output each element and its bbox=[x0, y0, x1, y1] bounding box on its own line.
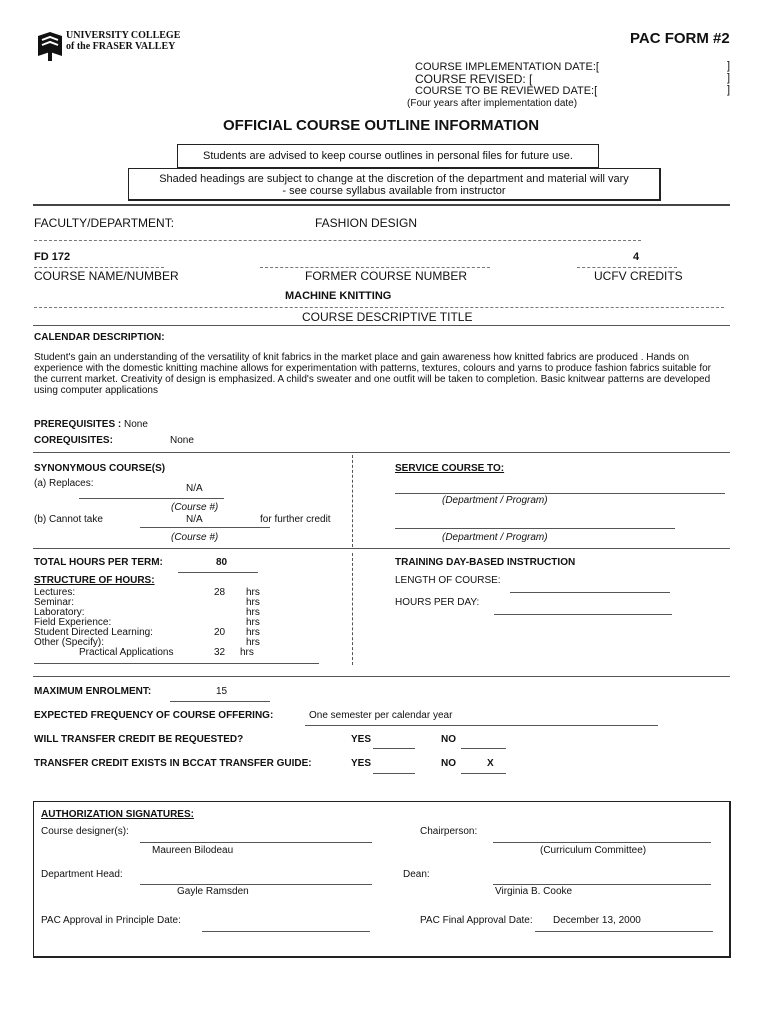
total-hours-line bbox=[178, 572, 258, 573]
column-divider bbox=[352, 553, 353, 665]
calendar-line-4: using computer applications bbox=[34, 385, 158, 396]
hours-row-label: Seminar: bbox=[34, 597, 75, 608]
enrolment-label: MAXIMUM ENROLMENT: bbox=[34, 686, 152, 697]
hours-row-unit: hrs bbox=[246, 587, 260, 598]
chair-label: Chairperson: bbox=[420, 826, 478, 837]
coreq-label: COREQUISITES: bbox=[34, 435, 113, 446]
page-title: OFFICIAL COURSE OUTLINE INFORMATION bbox=[223, 117, 540, 134]
hours-row-unit: hrs bbox=[246, 617, 260, 628]
hours-row-value: 32 bbox=[214, 647, 226, 658]
transfer-request-yes-line bbox=[373, 748, 415, 749]
coreq-value: None bbox=[170, 435, 194, 446]
dean-name: Virginia B. Cooke bbox=[495, 886, 573, 897]
further-credit-label: for further credit bbox=[260, 514, 331, 525]
transfer-request-no-line bbox=[461, 748, 506, 749]
hours-row-label: Practical Applications bbox=[79, 647, 174, 658]
transfer-request-yes: YES bbox=[351, 734, 372, 745]
hours-row-label: Field Experience: bbox=[34, 617, 112, 628]
cannot-take-label: (b) Cannot take bbox=[34, 514, 103, 525]
total-hours-label: TOTAL HOURS PER TERM: bbox=[34, 557, 163, 568]
pac-final-line bbox=[535, 931, 713, 932]
pac-final-value: December 13, 2000 bbox=[553, 915, 641, 926]
former-number-label: FORMER COURSE NUMBER bbox=[305, 269, 468, 283]
transfer-request-no: NO bbox=[441, 734, 456, 745]
shaded-text-1: Shaded headings are subject to change at the discretion of the department and material will vary bbox=[159, 173, 629, 185]
frequency-label: EXPECTED FREQUENCY OF COURSE OFFERING: bbox=[34, 710, 274, 721]
advice-box bbox=[177, 144, 599, 169]
shaded-text-2: - see course syllabus available from instructor bbox=[282, 185, 506, 197]
prereq-value: None bbox=[124, 419, 148, 430]
faculty-value: FASHION DESIGN bbox=[315, 216, 418, 230]
credits-line bbox=[577, 267, 677, 268]
training-label: TRAINING DAY-BASED INSTRUCTION bbox=[395, 557, 576, 568]
replaces-label: (a) Replaces: bbox=[34, 478, 94, 489]
hours-row-unit: hrs bbox=[246, 607, 260, 618]
structure-label: STRUCTURE OF HOURS: bbox=[34, 575, 155, 586]
designer-line bbox=[140, 842, 372, 843]
pac-final-label: PAC Final Approval Date: bbox=[420, 915, 533, 926]
divider bbox=[33, 548, 730, 549]
synonymous-label: SYNONYMOUS COURSE(S) bbox=[34, 463, 166, 474]
authorization-box bbox=[33, 801, 731, 958]
dept-head-label: Department Head: bbox=[41, 869, 123, 880]
form-id: PAC FORM #2 bbox=[630, 30, 730, 47]
dept-head-line bbox=[140, 884, 372, 885]
authorization-label: AUTHORIZATION SIGNATURES: bbox=[41, 809, 194, 820]
course-number-line bbox=[34, 267, 164, 268]
designer-label: Course designer(s): bbox=[41, 826, 129, 837]
frequency-value: One semester per calendar year bbox=[309, 710, 453, 721]
hours-row-label: Other (Specify): bbox=[34, 637, 105, 648]
transfer-exists-mark: X bbox=[487, 758, 494, 769]
advice-text: Students are advised to keep course outlines in personal files for future use. bbox=[203, 150, 573, 162]
date-bracket: ] ] ] bbox=[727, 60, 731, 96]
divider bbox=[33, 676, 730, 677]
prereq-label: PREREQUISITES : bbox=[34, 419, 122, 430]
pac-principle-label: PAC Approval in Principle Date: bbox=[41, 915, 181, 926]
pac-principle-line bbox=[202, 931, 370, 932]
faculty-line bbox=[34, 240, 641, 241]
cannot-take-course-note: (Course #) bbox=[171, 532, 219, 543]
designer-name: Maureen Bilodeau bbox=[152, 845, 234, 856]
replaces-line bbox=[79, 498, 224, 499]
implementation-date: COURSE IMPLEMENTATION DATE:[ bbox=[415, 61, 599, 73]
chair-line bbox=[493, 842, 711, 843]
calendar-line-1: Student's gain an understanding of the versatility of knit fabrics in the market place and gain awareness how knitted fabrics are produced . Hands on bbox=[34, 352, 690, 363]
faculty-label: FACULTY/DEPARTMENT: bbox=[34, 216, 175, 230]
review-date-note: (Four years after implementation date) bbox=[407, 98, 578, 109]
service-line-2 bbox=[395, 528, 675, 529]
shaded-box bbox=[128, 168, 661, 201]
review-date: COURSE TO BE REVIEWED DATE:[ bbox=[415, 85, 598, 97]
calendar-line-2: experience with the domestic knitting machine allows for experimentation with patterns, textures, colours and yarns to produce fashion fabrics suitable for bbox=[34, 363, 712, 374]
replaces-course-note: (Course #) bbox=[171, 502, 219, 513]
hours-row-label: Laboratory: bbox=[34, 607, 85, 618]
hours-row-unit: hrs bbox=[246, 637, 260, 648]
course-name-label: COURSE NAME/NUMBER bbox=[34, 269, 179, 283]
hours-row-unit: hrs bbox=[240, 647, 254, 658]
transfer-exists-label: TRANSFER CREDIT EXISTS IN BCCAT TRANSFER GUIDE: bbox=[34, 758, 312, 769]
transfer-exists-yes: YES bbox=[351, 758, 372, 769]
length-line bbox=[510, 592, 670, 593]
calendar-label: CALENDAR DESCRIPTION: bbox=[34, 332, 165, 343]
hours-row-label: Lectures: bbox=[34, 587, 76, 598]
column-divider bbox=[352, 455, 353, 547]
hours-row-unit: hrs bbox=[246, 627, 260, 638]
chair-name: (Curriculum Committee) bbox=[540, 845, 647, 856]
hours-row-label: Student Directed Learning: bbox=[34, 627, 153, 638]
hours-line bbox=[34, 663, 319, 664]
transfer-request-label: WILL TRANSFER CREDIT BE REQUESTED? bbox=[34, 734, 244, 745]
credits-label: UCFV CREDITS bbox=[594, 269, 683, 283]
book-logo-icon bbox=[36, 30, 64, 62]
hours-row-unit: hrs bbox=[246, 597, 260, 608]
service-line-1 bbox=[395, 493, 725, 494]
dean-label: Dean: bbox=[403, 869, 430, 880]
logo-line-2: of the FRASER VALLEY bbox=[66, 41, 176, 52]
transfer-exists-no: NO bbox=[441, 758, 456, 769]
calendar-line-3: the current market. Creativity of design is emphasized. A child's sweater and one outfit will be taken to completion. Basic knitwear patterns are developed bbox=[34, 374, 711, 385]
service-course-label: SERVICE COURSE TO: bbox=[395, 463, 505, 474]
transfer-exists-no-line bbox=[461, 773, 506, 774]
course-title: MACHINE KNITTING bbox=[285, 290, 392, 302]
dept-head-name: Gayle Ramsden bbox=[177, 886, 249, 897]
frequency-line bbox=[305, 725, 658, 726]
cannot-take-value: N/A bbox=[186, 514, 203, 525]
length-label: LENGTH OF COURSE: bbox=[395, 575, 501, 586]
service-dept-note-1: (Department / Program) bbox=[442, 495, 548, 506]
logo-line-1: UNIVERSITY COLLEGE bbox=[66, 30, 181, 41]
transfer-exists-yes-line bbox=[373, 773, 415, 774]
divider bbox=[33, 452, 730, 453]
enrolment-value: 15 bbox=[216, 686, 228, 697]
hours-per-day-line bbox=[494, 614, 672, 615]
revised-date: COURSE REVISED: [ bbox=[415, 72, 533, 86]
total-hours-value: 80 bbox=[216, 557, 228, 568]
hours-row-value: 20 bbox=[214, 627, 226, 638]
course-title-line bbox=[34, 307, 724, 308]
cannot-take-line bbox=[140, 527, 270, 528]
dean-line bbox=[493, 884, 711, 885]
former-number-line bbox=[260, 267, 490, 268]
hours-row-value: 28 bbox=[214, 587, 226, 598]
service-dept-note-2: (Department / Program) bbox=[442, 532, 548, 543]
course-title-label: COURSE DESCRIPTIVE TITLE bbox=[302, 310, 473, 324]
divider bbox=[33, 204, 730, 206]
enrolment-line bbox=[170, 701, 270, 702]
divider bbox=[33, 325, 730, 326]
credits-value: 4 bbox=[633, 251, 640, 263]
replaces-value: N/A bbox=[186, 483, 203, 494]
course-number: FD 172 bbox=[34, 251, 71, 263]
hours-per-day-label: HOURS PER DAY: bbox=[395, 597, 480, 608]
